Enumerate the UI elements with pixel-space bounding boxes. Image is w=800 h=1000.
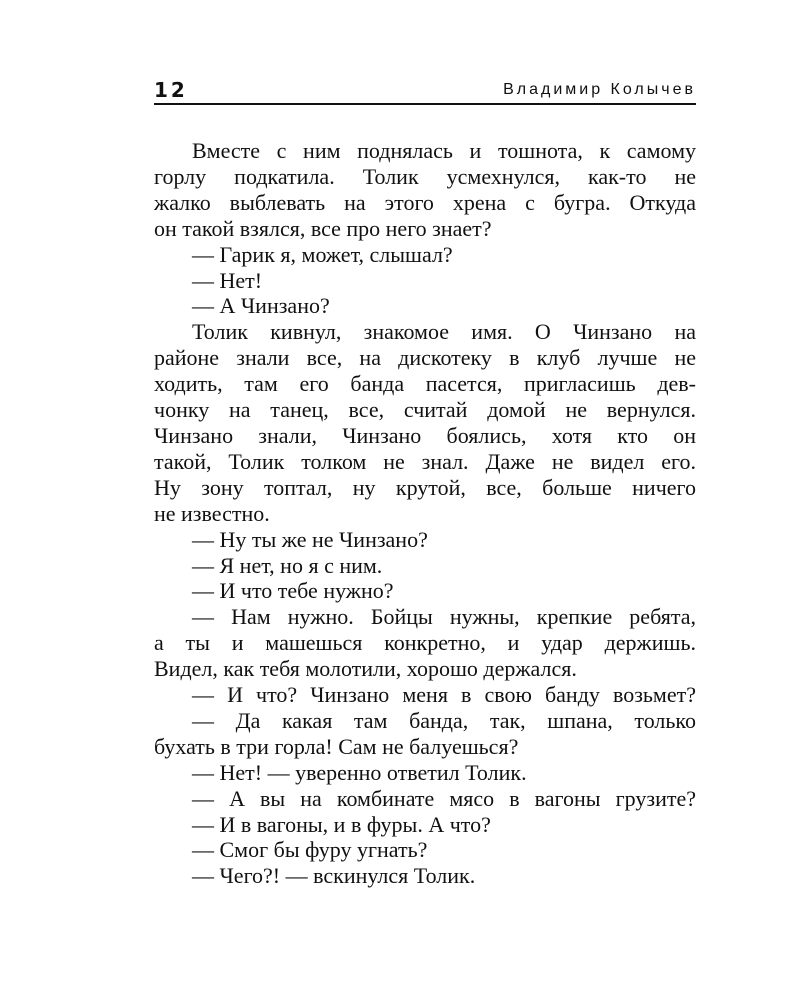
text-line: бухать в три горла! Сам не балуешься?: [154, 733, 519, 759]
text-line: ходить, там его банда пасется, пригласишь дев-: [154, 371, 696, 397]
dialogue-line: — Да какая там банда, так, шпана, только: [192, 707, 696, 733]
dialogue-line: — Нет! — уверенно ответил Толик.: [192, 759, 527, 785]
dialogue-line: — А Чинзано?: [192, 293, 330, 319]
text-line: чонку на танец, все, считай домой не вернулся.: [154, 397, 696, 423]
text-line: не известно.: [154, 500, 270, 526]
page-number: 12: [154, 78, 188, 102]
running-header: [154, 78, 696, 102]
dialogue-line: — Нет!: [192, 267, 263, 293]
dialogue-line: — И что? Чинзано меня в свою банду возьмет?: [192, 682, 696, 708]
dialogue-line: — Ну ты же не Чинзано?: [192, 526, 428, 552]
dialogue-line: — Чего?! — вскинулся Толик.: [192, 863, 476, 889]
text-line: жалко выблевать на этого хрена с бугра. Откуда: [154, 189, 696, 215]
text-line: Видел, как тебя молотили, хорошо держался.: [154, 656, 577, 682]
header-rule: [154, 103, 696, 105]
dialogue-line: — Нам нужно. Бойцы нужны, крепкие ребята,: [192, 604, 696, 630]
text-line: Чинзано знали, Чинзано боялись, хотя кто он: [154, 422, 696, 448]
dialogue-line: — А вы на комбинате мясо в вагоны грузите?: [192, 785, 696, 811]
text-line: Вместе с ним поднялась и тошнота, к самому: [192, 138, 696, 163]
text-line: Толик кивнул, знакомое имя. О Чинзано на: [192, 319, 696, 345]
text-line: районе знали все, на дискотеку в клуб лучше не: [154, 345, 696, 371]
text-line: горлу подкатила. Толик усмехнулся, как-то не: [154, 163, 696, 189]
dialogue-line: — И что тебе нужно?: [192, 578, 394, 604]
text-line: он такой взялся, все про него знает?: [154, 215, 492, 241]
dialogue-line: — И в вагоны, и в фуры. А что?: [192, 811, 491, 837]
dialogue-line: — Смог бы фуру угнать?: [192, 837, 428, 863]
text-line: такой, Толик толком не знал. Даже не видел его.: [154, 448, 696, 474]
body-text: [154, 138, 696, 889]
text-line: Ну зону топтал, ну крутой, все, больше ничего: [154, 474, 696, 500]
dialogue-line: — Гарик я, может, слышал?: [192, 241, 453, 267]
running-head-author: Владимир Колычев: [503, 81, 696, 98]
text-line: а ты и машешься конкретно, и удар держишь.: [154, 630, 696, 656]
dialogue-line: — Я нет, но я с ним.: [192, 552, 383, 578]
